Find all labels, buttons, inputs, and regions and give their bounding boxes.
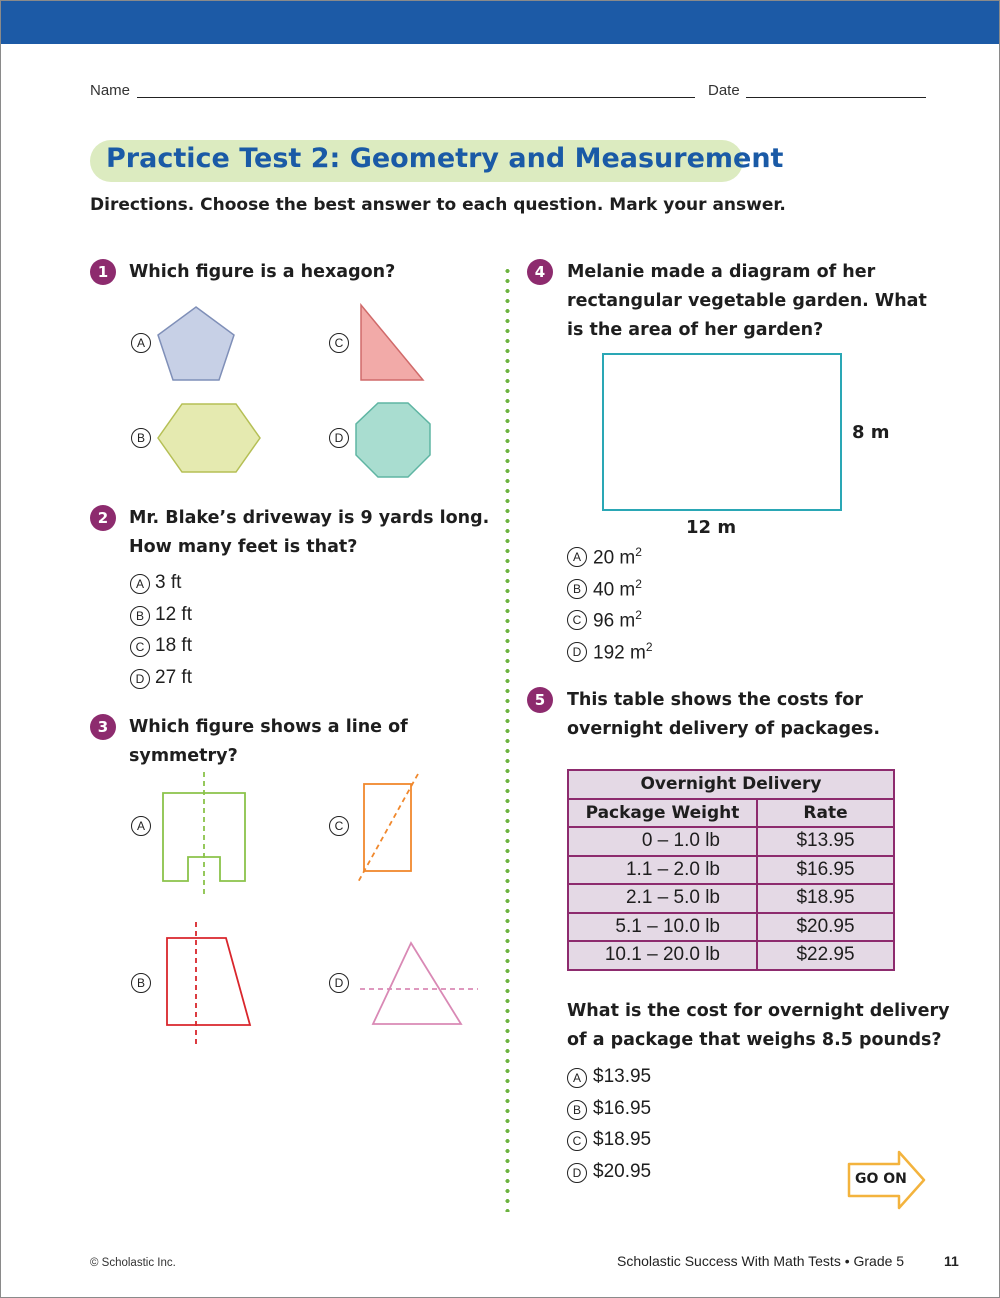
answer-option-text: $20.95 — [593, 1161, 652, 1182]
answer-bubble[interactable]: B — [567, 579, 587, 599]
answer-bubble[interactable]: B — [131, 973, 151, 993]
weight-cell: 5.1 – 10.0 lb — [568, 913, 757, 942]
book-title-footer: Scholastic Success With Math Tests • Grade 5 — [617, 1253, 905, 1269]
table-row — [568, 913, 894, 942]
question-text-line: Melanie made a diagram of her — [567, 262, 876, 282]
answer-bubble[interactable]: A — [131, 816, 151, 836]
answer-option-text — [593, 577, 642, 601]
rate-cell: $16.95 — [757, 856, 894, 885]
question-number-badge: 1 — [90, 259, 116, 285]
weight-cell: 1.1 – 2.0 lb — [568, 856, 757, 885]
question-2-text — [129, 504, 489, 562]
answer-option-text: 27 ft — [155, 667, 192, 688]
question-text-line: What is the cost for overnight delivery — [567, 1001, 950, 1021]
weight-cell: 10.1 – 20.0 lb — [568, 941, 757, 970]
table-row — [568, 827, 894, 856]
table-row — [568, 856, 894, 885]
pentagon-icon — [155, 305, 237, 383]
garden-width-label: 12 m — [686, 517, 737, 538]
answer-bubble[interactable]: D — [130, 669, 150, 689]
answer-bubble[interactable]: D — [567, 642, 587, 662]
answer-option-text: 18 ft — [155, 635, 192, 656]
rate-cell: $22.95 — [757, 941, 894, 970]
answer-option-text: 12 ft — [155, 604, 192, 625]
answer-option-text: $13.95 — [593, 1066, 652, 1087]
answer-bubble[interactable]: C — [130, 637, 150, 657]
name-field[interactable] — [137, 97, 695, 98]
question-5-followup — [567, 997, 950, 1055]
rate-cell: $20.95 — [757, 913, 894, 942]
question-text-line: Which figure is a hexagon? — [129, 262, 396, 282]
answer-bubble[interactable]: D — [329, 428, 349, 448]
copyright-text: © Scholastic Inc. — [90, 1257, 176, 1269]
table-row — [568, 941, 894, 970]
answer-option-text — [593, 640, 653, 664]
answer-bubble[interactable]: A — [131, 333, 151, 353]
rate-cell: $18.95 — [757, 884, 894, 913]
date-field[interactable] — [746, 97, 926, 98]
answer-option-text: 3 ft — [155, 572, 182, 593]
answer-bubble[interactable]: B — [130, 606, 150, 626]
garden-height-label: 8 m — [852, 422, 890, 443]
question-text-line: This table shows the costs for — [567, 690, 863, 710]
option-exponent: 2 — [635, 577, 642, 591]
column-header: Package Weight — [568, 799, 757, 828]
directions-text: Directions. Choose the best answer to each question. Mark your answer. — [90, 195, 786, 215]
answer-bubble[interactable]: C — [329, 816, 349, 836]
option-exponent: 2 — [645, 640, 653, 654]
option-value: 96 m — [593, 610, 636, 632]
table-row — [568, 884, 894, 913]
answer-bubble[interactable]: C — [567, 1131, 587, 1151]
option-exponent: 2 — [635, 608, 642, 622]
answer-bubble[interactable]: B — [131, 428, 151, 448]
answer-option-text: $18.95 — [593, 1129, 652, 1150]
answer-bubble[interactable]: D — [567, 1163, 587, 1183]
answer-bubble[interactable]: A — [130, 574, 150, 594]
question-number-badge: 4 — [527, 259, 553, 285]
answer-bubble[interactable]: C — [567, 610, 587, 630]
question-number-badge: 5 — [527, 687, 553, 713]
answer-option-text — [593, 545, 642, 569]
page-title: Practice Test 2: Geometry and Measurement — [106, 143, 784, 174]
notched-shape-icon — [158, 770, 250, 900]
right-triangle-icon — [358, 303, 426, 383]
answer-option-text — [593, 608, 642, 632]
answer-bubble[interactable]: D — [329, 973, 349, 993]
question-text-line: Mr. Blake’s driveway is 9 yards long. — [129, 508, 490, 528]
column-divider — [505, 266, 510, 1212]
triangle-line-icon — [358, 940, 480, 1028]
option-value: 40 m — [593, 579, 636, 601]
trapezoid-icon — [162, 920, 256, 1048]
hexagon-icon — [155, 402, 263, 474]
column-header: Rate — [757, 799, 894, 828]
question-text-line: is the area of her garden? — [567, 320, 824, 340]
page-number: 11 — [944, 1253, 959, 1269]
top-color-bar — [0, 0, 1000, 44]
table-title: Overnight Delivery — [568, 770, 894, 799]
rate-cell: $13.95 — [757, 827, 894, 856]
go-on-label: GO ON — [855, 1171, 907, 1187]
option-exponent: 2 — [635, 545, 642, 559]
octagon-icon — [353, 401, 433, 479]
option-value: 20 m — [593, 547, 636, 569]
option-value: 192 m — [593, 642, 646, 664]
question-text-line: overnight delivery of packages. — [567, 719, 880, 739]
question-text-line: of a package that weighs 8.5 pounds? — [567, 1030, 942, 1050]
question-4-text — [567, 258, 927, 345]
answer-option-text: $16.95 — [593, 1098, 652, 1119]
question-text-line: rectangular vegetable garden. What — [567, 291, 927, 311]
rectangle-diagonal-icon — [354, 772, 422, 886]
table-header-row — [568, 799, 894, 828]
answer-bubble[interactable]: A — [567, 547, 587, 567]
name-label: Name — [90, 82, 131, 99]
question-3-text — [129, 713, 408, 771]
delivery-rate-table — [567, 769, 895, 971]
weight-cell: 0 – 1.0 lb — [568, 827, 757, 856]
date-label: Date — [708, 82, 740, 99]
question-5-text — [567, 686, 880, 744]
weight-cell: 2.1 – 5.0 lb — [568, 884, 757, 913]
question-number-badge: 2 — [90, 505, 116, 531]
question-text-line: Which figure shows a line of — [129, 717, 408, 737]
table-title-row — [568, 770, 894, 799]
question-text-line: symmetry? — [129, 746, 238, 766]
answer-bubble[interactable]: A — [567, 1068, 587, 1088]
answer-bubble[interactable]: C — [329, 333, 349, 353]
question-number-badge: 3 — [90, 714, 116, 740]
question-1-text — [129, 258, 395, 287]
question-text-line: How many feet is that? — [129, 537, 358, 557]
answer-bubble[interactable]: B — [567, 1100, 587, 1120]
garden-rectangle — [602, 353, 842, 511]
